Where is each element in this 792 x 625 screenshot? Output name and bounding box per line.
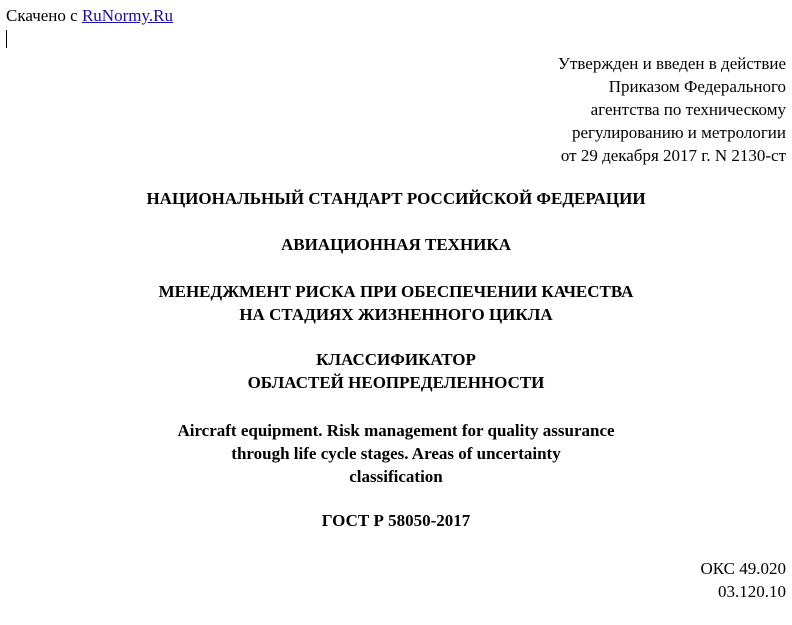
approval-line: регулированию и метрологии (571, 123, 786, 142)
english-title-line: classification (349, 467, 443, 486)
sub-title-line: ОБЛАСТЕЙ НЕОПРЕДЕЛЕННОСТИ (247, 373, 545, 392)
source-prefix: Скачено с (6, 6, 82, 25)
gost-number-text: ГОСТ Р 58050-2017 (321, 511, 471, 530)
approval-line: агентства по техническому (590, 100, 786, 119)
main-title (0, 280, 792, 326)
sub-title (0, 348, 792, 394)
sub-title-line: КЛАССИФИКАТОР (316, 350, 476, 369)
national-standard-heading (0, 188, 792, 210)
oks-block (700, 557, 786, 603)
source-link[interactable]: RuNormy.Ru (81, 6, 173, 25)
approval-line: Приказом Федерального (608, 77, 786, 96)
oks-line: ОКС 49.020 (700, 559, 786, 578)
main-title-line: НА СТАДИЯХ ЖИЗНЕННОГО ЦИКЛА (239, 305, 553, 324)
subject-text: АВИАЦИОННАЯ ТЕХНИКА (280, 235, 512, 254)
national-standard-text: НАЦИОНАЛЬНЫЙ СТАНДАРТ РОССИЙСКОЙ ФЕДЕРАЦИИ (146, 189, 646, 208)
english-title-line: Aircraft equipment. Risk management for quality assurance (177, 421, 615, 440)
oks-line: 03.120.10 (718, 582, 786, 601)
approval-line: Утвержден и введен в действие (557, 54, 786, 73)
english-title-line: through life cycle stages. Areas of uncertainty (231, 444, 561, 463)
approval-line: от 29 декабря 2017 г. N 2130-ст (560, 146, 786, 165)
source-line (6, 6, 173, 26)
main-title-line: МЕНЕДЖМЕНТ РИСКА ПРИ ОБЕСПЕЧЕНИИ КАЧЕСТВА (158, 282, 634, 301)
english-title (0, 419, 792, 488)
approval-block (558, 52, 786, 167)
gost-number (0, 510, 792, 532)
text-cursor (6, 30, 7, 48)
subject-heading (0, 234, 792, 256)
